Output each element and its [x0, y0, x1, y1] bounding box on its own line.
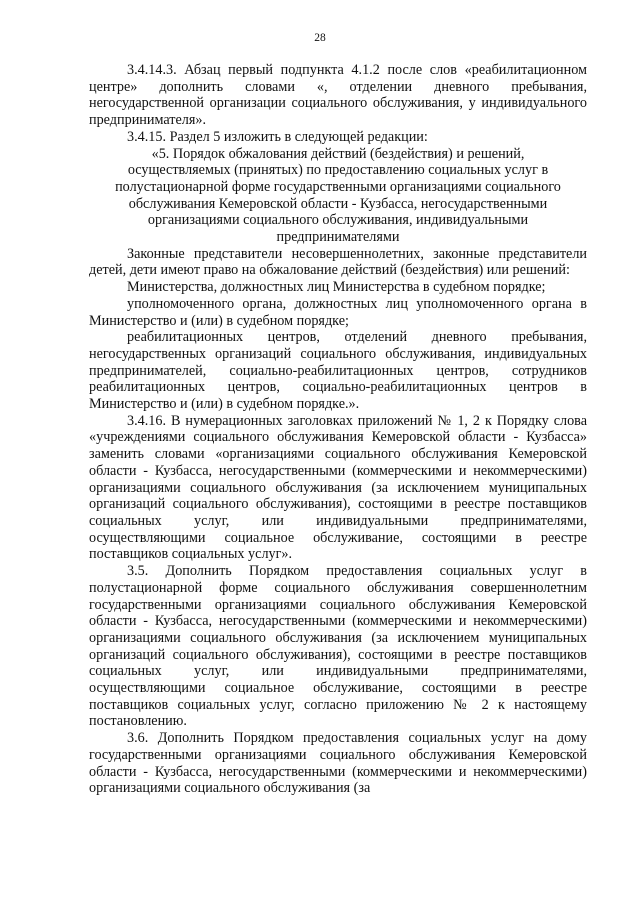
document-body [89, 62, 587, 797]
paragraph: 3.5. Дополнить Порядком предоставления социальных услуг в полустационарной форме социального обслуживания совершеннолетним государственными организациями социального обслуживания Кемеровской области - Кузбасса, негосударственными (коммерческими и некоммерческими) организациями социального обслуживания (за исключением муниципальных организаций социального обслуживания), состоящими в реестре поставщиков социальных услуг, или индивидуальными предпринимателями, осуществляющими социальное обслуживание, состоящими в реестре поставщиков социальных услуг, согласно приложению № 2 к настоящему постановлению. [89, 563, 587, 730]
paragraph: 3.6. Дополнить Порядком предоставления социальных услуг на дому государственными организациями социального обслуживания Кемеровской области - Кузбасса, негосударственными (коммерческими и некоммерческими) организациями социального обслуживания (за [89, 730, 587, 797]
paragraph: «5. Порядок обжалования действий (бездействия) и решений, осуществляемых (принятых) по предоставлению социальных услуг в полустационарной форме государственными организациями социального обслуживания Кемеровской области - Кузбасса, негосударственными организациями социального обслуживания, индивидуальными предпринимателями [115, 145, 561, 246]
paragraph: 3.4.14.3. Абзац первый подпункта 4.1.2 после слов «реабилитационном центре» дополнить словами «, отделении дневного пребывания, негосударственной организации социального обслуживания, у индивидуального предпринимателя». [89, 62, 587, 129]
paragraph: Министерства, должностных лиц Министерства в судебном порядке; [127, 279, 546, 296]
paragraph: реабилитационных центров, отделений дневного пребывания, негосударственных организаций социального обслуживания, индивидуальных предпринимателей, социально-реабилитационных центров, сотрудников реабилитационных центров, социально-реабилитационных центров в Министерство и (или) в судебном порядке.». [89, 329, 587, 413]
paragraph: Законные представители несовершеннолетних, законные представители детей, дети имеют право на обжалование действий (бездействия) или решений: [89, 245, 587, 279]
paragraph: 3.4.16. В нумерационных заголовках приложений № 1, 2 к Порядку слова «учреждениями социального обслуживания Кемеровской области - Кузбасса» заменить словами «организациями социального обслуживания Кемеровской области - Кузбасса, негосударственными (коммерческими и некоммерческими) организациями социального обслуживания (за исключением муниципальных организаций социального обслуживания), состоящими в реестре поставщиков социальных услуг, или индивидуальными предпринимателями, осуществляющими социальное обслуживание, состоящими в реестре поставщиков социальных услуг». [89, 412, 587, 563]
page-number: 28 [314, 32, 326, 44]
paragraph: 3.4.15. Раздел 5 изложить в следующей редакции: [127, 128, 428, 145]
paragraph: уполномоченного органа, должностных лиц уполномоченного органа в Министерство и (или) в судебном порядке; [89, 295, 587, 329]
